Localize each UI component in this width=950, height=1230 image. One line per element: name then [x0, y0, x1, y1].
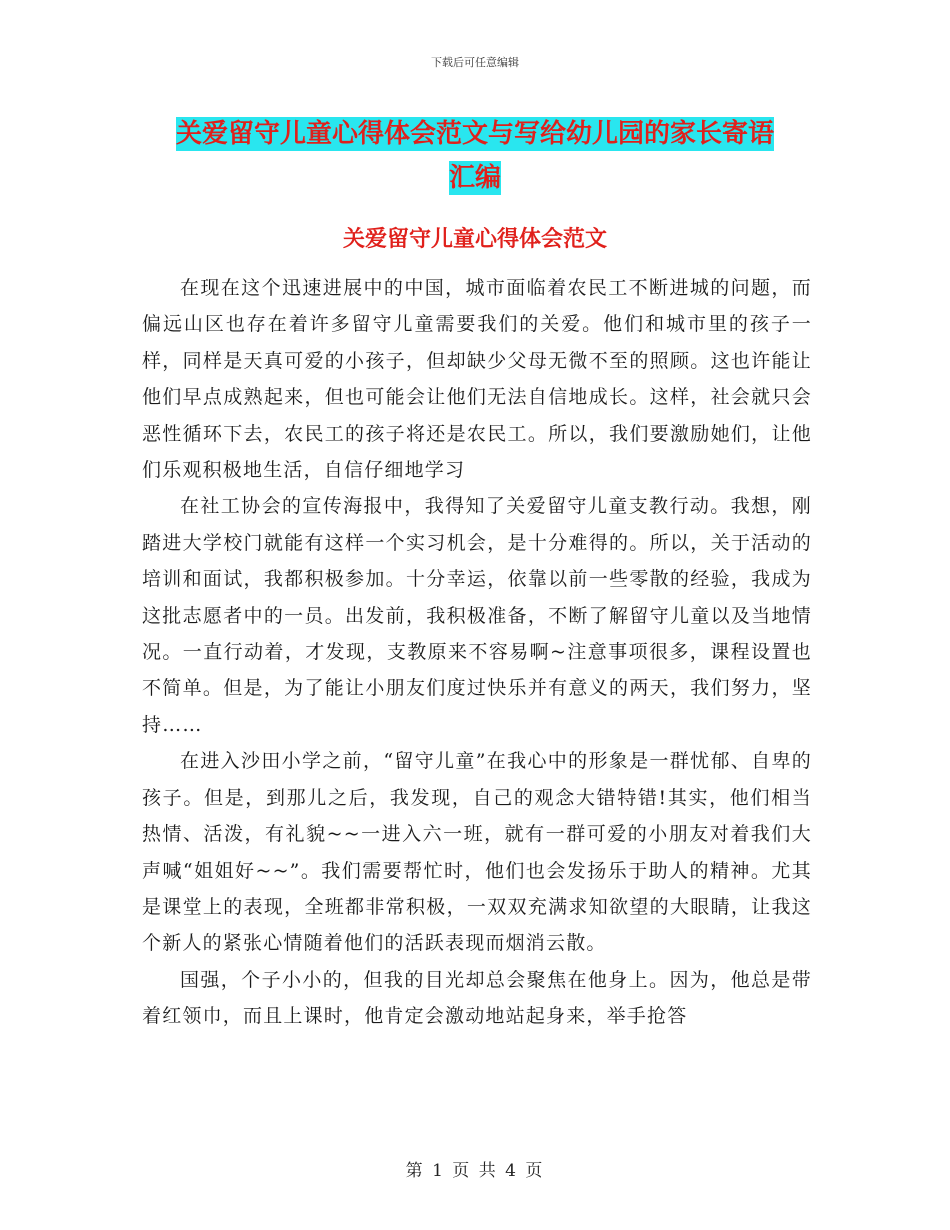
paragraph-1: 在现在这个迅速进展中的中国，城市面临着农民工不断进城的问题，而偏远山区也存在着许多留守儿童需要我们的关爱。他们和城市里的孩子一样，同样是天真可爱的小孩子，但却缺少父母无微不至的照顾。这也许能让他们早点成熟起来，但也可能会让他们无法自信地成长。这样，社会就只会恶性循环下去，农民工的孩子将还是农民工。所以，我们要激励她们，让他们乐观积极地生活，自信仔细地学习: [142, 277, 812, 482]
paragraph-4: 国强，个子小小的，但我的目光却总会聚焦在他身上。因为，他总是带着红领巾，而且上课时，他肯定会激动地站起身来，举手抢答: [142, 968, 812, 1028]
document-title: [140, 112, 810, 200]
document-title-line1: 关爱留守儿童心得体会范文与写给幼儿园的家长寄语: [175, 119, 774, 149]
header-note: 下载后可任意编辑: [431, 56, 519, 69]
document-body: [142, 270, 812, 1035]
section-title: 关爱留守儿童心得体会范文: [342, 227, 607, 252]
page-footer: 第 1 页 共 4 页: [405, 1161, 545, 1181]
document-title-line2: 汇编: [448, 163, 501, 193]
paragraph-2: 在社工协会的宣传海报中，我得知了关爱留守儿童支教行动。我想，刚踏进大学校门就能有这样一个实习机会，是十分难得的。所以，关于活动的培训和面试，我都积极参加。十分幸运，依靠以前一些零散的经验，我成为这批志愿者中的一员。出发前，我积极准备，不断了解留守儿童以及当地情况。一直行动着，才发现，支教原来不容易啊~注意事项很多，课程设置也不简单。但是，为了能让小朋友们度过快乐并有意义的两天，我们努力，坚持……: [142, 495, 812, 736]
paragraph-3: 在进入沙田小学之前，“留守儿童”在我心中的形象是一群忧郁、自卑的孩子。但是，到那儿之后，我发现，自己的观念大错特错!其实，他们相当热情、活泼，有礼貌~~一进入六一班，就有一群可爱的小朋友对着我们大声喊“姐姐好~~”。我们需要帮忙时，他们也会发扬乐于助人的精神。尤其是课堂上的表现，全班都非常积极，一双双充满求知欲望的大眼睛，让我这个新人的紧张心情随着他们的活跃表现而烟消云散。: [142, 750, 812, 955]
